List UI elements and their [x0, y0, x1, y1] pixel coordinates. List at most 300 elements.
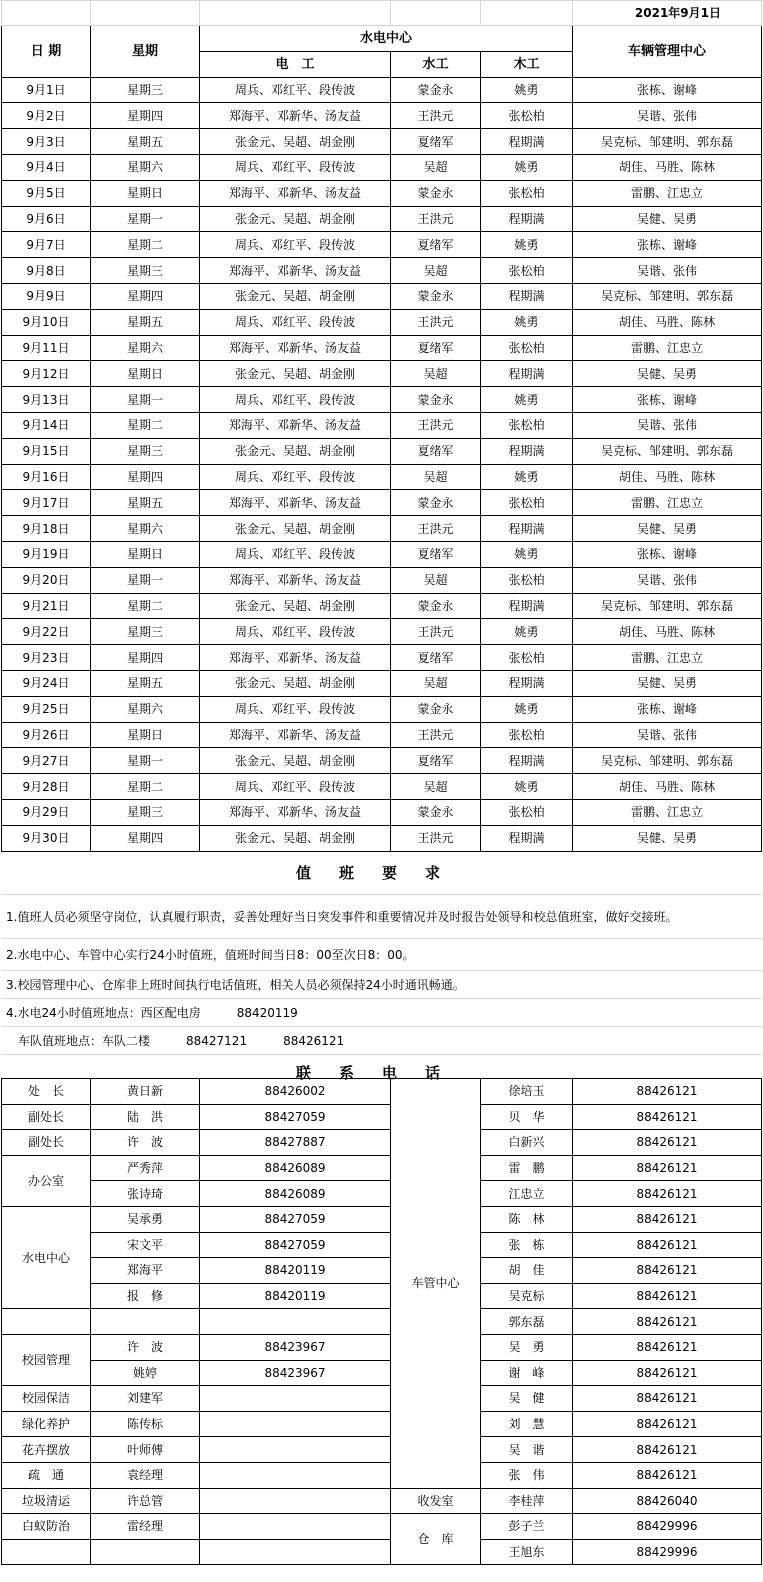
- plumber-cell: 夏绪军: [391, 129, 481, 155]
- plumber-cell: 夏绪军: [391, 232, 481, 258]
- contact-phone: 88423967: [200, 1360, 391, 1386]
- carpenter-cell: 姚勇: [481, 232, 573, 258]
- weekday-cell: 星期六: [91, 335, 200, 361]
- vehicle-staff-cell: 吴克标、邹建明、郭东磊: [573, 748, 762, 774]
- plumber-cell: 王洪元: [391, 412, 481, 438]
- contact-dept: 花卉摆放: [2, 1437, 91, 1463]
- schedule-row: [2, 77, 762, 103]
- contact-phone: 88426121: [573, 1309, 762, 1335]
- date-cell: 9月12日: [2, 361, 91, 387]
- vehicle-staff-cell: 吴谐、张伟: [573, 103, 762, 129]
- contact-row: [2, 1360, 762, 1386]
- vehicle-staff-cell: 雷鹏、江忠立: [573, 799, 762, 825]
- electricians-cell: 郑海平、邓新华、汤友益: [200, 722, 391, 748]
- contact-phone: 88426121: [573, 1206, 762, 1232]
- weekday-cell: 星期五: [91, 309, 200, 335]
- mail-room-dept: 收发室: [391, 1488, 481, 1514]
- carpenter-cell: 张松柏: [481, 103, 573, 129]
- weekday-cell: 星期日: [91, 180, 200, 206]
- contact-phone: [200, 1309, 391, 1335]
- col-weekday-header: 星期: [91, 26, 200, 78]
- weekday-cell: 星期一: [91, 206, 200, 232]
- schedule-row: [2, 541, 762, 567]
- contact-name: 雷 鹏: [481, 1155, 573, 1181]
- electricians-cell: 周兵、邓红平、段传波: [200, 154, 391, 180]
- requirement-item: 2.水电中心、车管中心实行24小时值班，值班时间当日8：00至次日8：00。: [2, 939, 762, 971]
- date-row: [2, 1, 762, 26]
- carpenter-cell: 程期满: [481, 593, 573, 619]
- contact-name: 李桂萍: [481, 1488, 573, 1514]
- date-cell: 9月18日: [2, 516, 91, 542]
- plumber-cell: 蒙金永: [391, 180, 481, 206]
- weekday-cell: 星期五: [91, 670, 200, 696]
- date-cell: 9月19日: [2, 541, 91, 567]
- contact-row: [2, 1206, 762, 1232]
- schedule-row: [2, 232, 762, 258]
- date-cell: 9月11日: [2, 335, 91, 361]
- date-cell: 9月23日: [2, 645, 91, 671]
- contact-row: [2, 1079, 762, 1105]
- contact-phone: [200, 1411, 391, 1437]
- contact-name: 胡 佳: [481, 1258, 573, 1284]
- schedule-row: [2, 516, 762, 542]
- plumber-cell: 夏绪军: [391, 748, 481, 774]
- plumber-cell: 王洪元: [391, 103, 481, 129]
- contact-name: 叶师傅: [91, 1437, 200, 1463]
- contact-phone: 88426002: [200, 1079, 391, 1105]
- contact-phone: [200, 1386, 391, 1412]
- electricians-cell: 张金元、吴超、胡金刚: [200, 593, 391, 619]
- contact-phone: 88426121: [573, 1437, 762, 1463]
- vehicle-staff-cell: 吴谐、张伟: [573, 412, 762, 438]
- contact-phone: 88426121: [573, 1334, 762, 1360]
- weekday-cell: 星期四: [91, 464, 200, 490]
- contact-dept: 校园管理: [2, 1334, 91, 1385]
- contact-dept: 校园保洁: [2, 1386, 91, 1412]
- weekday-cell: 星期三: [91, 799, 200, 825]
- contact-phone: 88427059: [200, 1206, 391, 1232]
- carpenter-cell: 程期满: [481, 206, 573, 232]
- contact-row: [2, 1386, 762, 1412]
- electricians-cell: 张金元、吴超、胡金刚: [200, 670, 391, 696]
- contact-row: [2, 1155, 762, 1181]
- carpenter-cell: 姚勇: [481, 619, 573, 645]
- plumber-cell: 蒙金永: [391, 490, 481, 516]
- carpenter-cell: 姚勇: [481, 77, 573, 103]
- carpenter-cell: 张松柏: [481, 722, 573, 748]
- weekday-cell: 星期三: [91, 438, 200, 464]
- contact-phone: 88426121: [573, 1386, 762, 1412]
- weekday-cell: 星期三: [91, 258, 200, 284]
- contact-row: [2, 1539, 762, 1565]
- schedule-row: [2, 645, 762, 671]
- contacts-title: 联系电话: [295, 1064, 468, 1082]
- contact-dept: 处 长: [2, 1079, 91, 1105]
- date-cell: 9月28日: [2, 774, 91, 800]
- schedule-row: [2, 103, 762, 129]
- carpenter-cell: 姚勇: [481, 387, 573, 413]
- requirement-item: 3.校园管理中心、仓库非上班时间执行电话值班，相关人员必须保持24小时通讯畅通。: [2, 971, 762, 999]
- date-cell: 9月24日: [2, 670, 91, 696]
- plumber-cell: 王洪元: [391, 722, 481, 748]
- vehicle-staff-cell: 雷鹏、江忠立: [573, 490, 762, 516]
- contact-row: [2, 1283, 762, 1309]
- weekday-cell: 星期二: [91, 232, 200, 258]
- schedule-body: [2, 77, 762, 851]
- vehicle-staff-cell: 吴克标、邹建明、郭东磊: [573, 283, 762, 309]
- contact-name: 陈传标: [91, 1411, 200, 1437]
- contact-phone: 88427059: [200, 1104, 391, 1130]
- vehicle-staff-cell: 张栋、谢峰: [573, 232, 762, 258]
- carpenter-cell: 张松柏: [481, 335, 573, 361]
- contact-phone: 88423967: [200, 1334, 391, 1360]
- col-date-header: 日 期: [2, 26, 91, 78]
- schedule-row: [2, 387, 762, 413]
- schedule-row: [2, 670, 762, 696]
- date-cell: 9月26日: [2, 722, 91, 748]
- contact-name: 贝 华: [481, 1104, 573, 1130]
- requirement-item: 车队值班地点：车队二楼 88427121 88426121: [2, 1027, 762, 1055]
- date-cell: 9月6日: [2, 206, 91, 232]
- water-electric-center-header: 水电中心: [200, 26, 573, 52]
- vehicle-staff-cell: 雷鹏、江忠立: [573, 335, 762, 361]
- weekday-cell: 星期日: [91, 722, 200, 748]
- schedule-row: [2, 774, 762, 800]
- electricians-cell: 周兵、邓红平、段传波: [200, 541, 391, 567]
- contact-row: [2, 1437, 762, 1463]
- weekday-cell: 星期二: [91, 593, 200, 619]
- contact-dept: [2, 1309, 91, 1335]
- contact-phone: 88426121: [573, 1283, 762, 1309]
- schedule-row: [2, 619, 762, 645]
- weekday-cell: 星期一: [91, 567, 200, 593]
- plumber-cell: 吴超: [391, 154, 481, 180]
- vehicle-staff-cell: 吴谐、张伟: [573, 258, 762, 284]
- vehicle-staff-cell: 吴克标、邹建明、郭东磊: [573, 438, 762, 464]
- electricians-cell: 郑海平、邓新华、汤友益: [200, 799, 391, 825]
- date-cell: 9月13日: [2, 387, 91, 413]
- contact-phone: 88426040: [573, 1488, 762, 1514]
- contact-phone: 88426121: [573, 1181, 762, 1207]
- vehicle-center-dept: 车管中心: [391, 1079, 481, 1489]
- electricians-cell: 张金元、吴超、胡金刚: [200, 516, 391, 542]
- contact-name: 吴克标: [481, 1283, 573, 1309]
- contact-name: 郭东磊: [481, 1309, 573, 1335]
- col-plumber-header: 水工: [391, 51, 481, 77]
- vehicle-staff-cell: 吴健、吴勇: [573, 206, 762, 232]
- contact-dept: 疏 通: [2, 1462, 91, 1488]
- vehicle-staff-cell: 胡佳、马胜、陈林: [573, 464, 762, 490]
- vehicle-staff-cell: 吴健、吴勇: [573, 516, 762, 542]
- schedule-row: [2, 438, 762, 464]
- contact-dept: 副处长: [2, 1130, 91, 1156]
- plumber-cell: 吴超: [391, 567, 481, 593]
- date-cell: 9月16日: [2, 464, 91, 490]
- weekday-cell: 星期五: [91, 490, 200, 516]
- electricians-cell: 周兵、邓红平、段传波: [200, 387, 391, 413]
- plumber-cell: 吴超: [391, 361, 481, 387]
- contact-name: [91, 1539, 200, 1565]
- contact-phone: 88426121: [573, 1130, 762, 1156]
- carpenter-cell: 姚勇: [481, 464, 573, 490]
- carpenter-cell: 张松柏: [481, 258, 573, 284]
- contact-name: 王旭东: [481, 1539, 573, 1565]
- electricians-cell: 周兵、邓红平、段传波: [200, 309, 391, 335]
- carpenter-cell: 张松柏: [481, 567, 573, 593]
- vehicle-center-header: 车辆管理中心: [573, 26, 762, 78]
- contact-phone: [200, 1437, 391, 1463]
- contact-phone: 88426121: [573, 1104, 762, 1130]
- vehicle-staff-cell: 吴健、吴勇: [573, 825, 762, 851]
- plumber-cell: 吴超: [391, 774, 481, 800]
- electricians-cell: 郑海平、邓新华、汤友益: [200, 258, 391, 284]
- vehicle-staff-cell: 张栋、谢峰: [573, 541, 762, 567]
- date-cell: 9月22日: [2, 619, 91, 645]
- contact-phone: 88426121: [573, 1155, 762, 1181]
- weekday-cell: 星期日: [91, 541, 200, 567]
- contact-row: [2, 1334, 762, 1360]
- vehicle-staff-cell: 胡佳、马胜、陈林: [573, 154, 762, 180]
- carpenter-cell: 程期满: [481, 516, 573, 542]
- contact-phone: 88426089: [200, 1181, 391, 1207]
- vehicle-staff-cell: 吴谐、张伟: [573, 567, 762, 593]
- carpenter-cell: 程期满: [481, 825, 573, 851]
- date-cell: 9月20日: [2, 567, 91, 593]
- carpenter-cell: 程期满: [481, 129, 573, 155]
- electricians-cell: 郑海平、邓新华、汤友益: [200, 412, 391, 438]
- plumber-cell: 蒙金永: [391, 696, 481, 722]
- contact-dept: 副处长: [2, 1104, 91, 1130]
- contact-name: 彭子兰: [481, 1514, 573, 1540]
- electricians-cell: 周兵、邓红平、段传波: [200, 696, 391, 722]
- date-cell: 9月7日: [2, 232, 91, 258]
- vehicle-staff-cell: 雷鹏、江忠立: [573, 645, 762, 671]
- electricians-cell: 郑海平、邓新华、汤友益: [200, 645, 391, 671]
- date-cell: 9月27日: [2, 748, 91, 774]
- electricians-cell: 周兵、邓红平、段传波: [200, 619, 391, 645]
- date-cell: 9月30日: [2, 825, 91, 851]
- contact-dept: 白蚁防治: [2, 1514, 91, 1540]
- schedule-row: [2, 799, 762, 825]
- schedule-row: [2, 593, 762, 619]
- contact-name: 黄日新: [91, 1079, 200, 1105]
- weekday-cell: 星期一: [91, 748, 200, 774]
- contacts-table: [1, 1078, 762, 1565]
- schedule-row: [2, 748, 762, 774]
- weekday-cell: 星期二: [91, 412, 200, 438]
- contact-name: 吴 健: [481, 1386, 573, 1412]
- col-carpenter-header: 木工: [481, 51, 573, 77]
- contact-phone: [200, 1462, 391, 1488]
- date-cell: 9月1日: [2, 77, 91, 103]
- date-cell: 9月10日: [2, 309, 91, 335]
- electricians-cell: 张金元、吴超、胡金刚: [200, 129, 391, 155]
- carpenter-cell: 程期满: [481, 670, 573, 696]
- plumber-cell: 王洪元: [391, 516, 481, 542]
- carpenter-cell: 程期满: [481, 361, 573, 387]
- contact-name: 姚婷: [91, 1360, 200, 1386]
- contact-phone: 88426121: [573, 1258, 762, 1284]
- electricians-cell: 周兵、邓红平、段传波: [200, 77, 391, 103]
- contact-row: [2, 1232, 762, 1258]
- contact-name: 吴承勇: [91, 1206, 200, 1232]
- contact-row: [2, 1411, 762, 1437]
- plumber-cell: 蒙金永: [391, 593, 481, 619]
- carpenter-cell: 姚勇: [481, 309, 573, 335]
- contact-phone: 88426121: [573, 1462, 762, 1488]
- contact-phone: 88429996: [573, 1539, 762, 1565]
- weekday-cell: 星期六: [91, 696, 200, 722]
- contact-name: 宋文平: [91, 1232, 200, 1258]
- carpenter-cell: 张松柏: [481, 180, 573, 206]
- weekday-cell: 星期三: [91, 77, 200, 103]
- vehicle-staff-cell: 胡佳、马胜、陈林: [573, 309, 762, 335]
- plumber-cell: 吴超: [391, 464, 481, 490]
- vehicle-staff-cell: 雷鹏、江忠立: [573, 180, 762, 206]
- col-electric-header: 电 工: [200, 51, 391, 77]
- carpenter-cell: 姚勇: [481, 541, 573, 567]
- date-cell: 9月17日: [2, 490, 91, 516]
- date-cell: 9月9日: [2, 283, 91, 309]
- contact-name: 张 伟: [481, 1462, 573, 1488]
- vehicle-staff-cell: 吴健、吴勇: [573, 670, 762, 696]
- contact-name: 刘建军: [91, 1386, 200, 1412]
- plumber-cell: 蒙金永: [391, 387, 481, 413]
- plumber-cell: 王洪元: [391, 309, 481, 335]
- plumber-cell: 蒙金永: [391, 77, 481, 103]
- schedule-row: [2, 490, 762, 516]
- date-cell: 9月25日: [2, 696, 91, 722]
- electricians-cell: 张金元、吴超、胡金刚: [200, 283, 391, 309]
- electricians-cell: 周兵、邓红平、段传波: [200, 464, 391, 490]
- contact-name: 白新兴: [481, 1130, 573, 1156]
- contact-phone: [200, 1514, 391, 1540]
- contact-phone: 88426121: [573, 1079, 762, 1105]
- vehicle-staff-cell: 吴克标、邹建明、郭东磊: [573, 593, 762, 619]
- contact-phone: 88426089: [200, 1155, 391, 1181]
- electricians-cell: 张金元、吴超、胡金刚: [200, 438, 391, 464]
- weekday-cell: 星期四: [91, 103, 200, 129]
- carpenter-cell: 张松柏: [481, 490, 573, 516]
- requirements-title: 值班要求: [2, 852, 762, 895]
- schedule-row: [2, 180, 762, 206]
- contact-phone: 88427059: [200, 1232, 391, 1258]
- vehicle-staff-cell: 张栋、谢峰: [573, 77, 762, 103]
- weekday-cell: 星期三: [91, 619, 200, 645]
- electricians-cell: 张金元、吴超、胡金刚: [200, 361, 391, 387]
- contact-row: [2, 1462, 762, 1488]
- plumber-cell: 王洪元: [391, 619, 481, 645]
- vehicle-staff-cell: 吴谐、张伟: [573, 722, 762, 748]
- plumber-cell: 夏绪军: [391, 645, 481, 671]
- vehicle-staff-cell: 胡佳、马胜、陈林: [573, 774, 762, 800]
- schedule-row: [2, 464, 762, 490]
- duty-schedule-table: [1, 0, 762, 852]
- requirement-item: 4.水电24小时值班地点：西区配电房 88420119: [2, 999, 762, 1027]
- date-cell: 9月2日: [2, 103, 91, 129]
- plumber-cell: 蒙金永: [391, 799, 481, 825]
- carpenter-cell: 姚勇: [481, 696, 573, 722]
- electricians-cell: 郑海平、邓新华、汤友益: [200, 180, 391, 206]
- duty-requirements: [2, 852, 762, 1091]
- header-row: [2, 26, 762, 52]
- contact-name: 吴 谐: [481, 1437, 573, 1463]
- carpenter-cell: 张松柏: [481, 645, 573, 671]
- contact-name: 许总管: [91, 1488, 200, 1514]
- schedule-row: [2, 258, 762, 284]
- plumber-cell: 吴超: [391, 258, 481, 284]
- contact-phone: [200, 1488, 391, 1514]
- date-cell: 9月8日: [2, 258, 91, 284]
- vehicle-staff-cell: 吴克标、邹建明、郭东磊: [573, 129, 762, 155]
- contact-phone: [200, 1539, 391, 1565]
- contact-row: [2, 1130, 762, 1156]
- contact-dept: 水电中心: [2, 1206, 91, 1308]
- requirement-item: 1.值班人员必须坚守岗位，认真履行职责，妥善处理好当日突发事件和重要情况并及时报告处领导和校总值班室，做好交接班。: [2, 895, 762, 939]
- weekday-cell: 星期日: [91, 361, 200, 387]
- schedule-row: [2, 154, 762, 180]
- vehicle-staff-cell: 张栋、谢峰: [573, 387, 762, 413]
- contact-name: 雷经理: [91, 1514, 200, 1540]
- plumber-cell: 夏绪军: [391, 438, 481, 464]
- vehicle-staff-cell: 吴健、吴勇: [573, 361, 762, 387]
- contact-name: 严秀萍: [91, 1155, 200, 1181]
- contact-phone: 88426121: [573, 1411, 762, 1437]
- schedule-row: [2, 696, 762, 722]
- contact-row: [2, 1104, 762, 1130]
- vehicle-staff-cell: 张栋、谢峰: [573, 696, 762, 722]
- plumber-cell: 夏绪军: [391, 335, 481, 361]
- weekday-cell: 星期六: [91, 516, 200, 542]
- contact-name: 许 波: [91, 1130, 200, 1156]
- date-cell: 9月15日: [2, 438, 91, 464]
- contact-name: 徐培玉: [481, 1079, 573, 1105]
- weekday-cell: 星期四: [91, 825, 200, 851]
- contact-name: 陆 洪: [91, 1104, 200, 1130]
- schedule-row: [2, 722, 762, 748]
- contact-phone: 88427887: [200, 1130, 391, 1156]
- electricians-cell: 张金元、吴超、胡金刚: [200, 206, 391, 232]
- vehicle-staff-cell: 胡佳、马胜、陈林: [573, 619, 762, 645]
- electricians-cell: 张金元、吴超、胡金刚: [200, 748, 391, 774]
- schedule-row: [2, 206, 762, 232]
- contact-phone: 88426121: [573, 1360, 762, 1386]
- schedule-row: [2, 361, 762, 387]
- contact-row: [2, 1514, 762, 1540]
- electricians-cell: 郑海平、邓新华、汤友益: [200, 567, 391, 593]
- weekday-cell: 星期二: [91, 774, 200, 800]
- schedule-row: [2, 129, 762, 155]
- date-cell: 9月3日: [2, 129, 91, 155]
- carpenter-cell: 程期满: [481, 748, 573, 774]
- contact-name: 许 波: [91, 1334, 200, 1360]
- contact-name: 报 修: [91, 1283, 200, 1309]
- contact-name: 张 栋: [481, 1232, 573, 1258]
- contact-phone: 88420119: [200, 1283, 391, 1309]
- contact-name: 袁经理: [91, 1462, 200, 1488]
- plumber-cell: 王洪元: [391, 825, 481, 851]
- carpenter-cell: 张松柏: [481, 412, 573, 438]
- schedule-row: [2, 412, 762, 438]
- date-cell: 9月29日: [2, 799, 91, 825]
- electricians-cell: 郑海平、邓新华、汤友益: [200, 103, 391, 129]
- contact-row: [2, 1488, 762, 1514]
- date-cell: 9月5日: [2, 180, 91, 206]
- contact-dept: 绿化养护: [2, 1411, 91, 1437]
- electricians-cell: 周兵、邓红平、段传波: [200, 774, 391, 800]
- electricians-cell: 周兵、邓红平、段传波: [200, 232, 391, 258]
- date-cell: 9月21日: [2, 593, 91, 619]
